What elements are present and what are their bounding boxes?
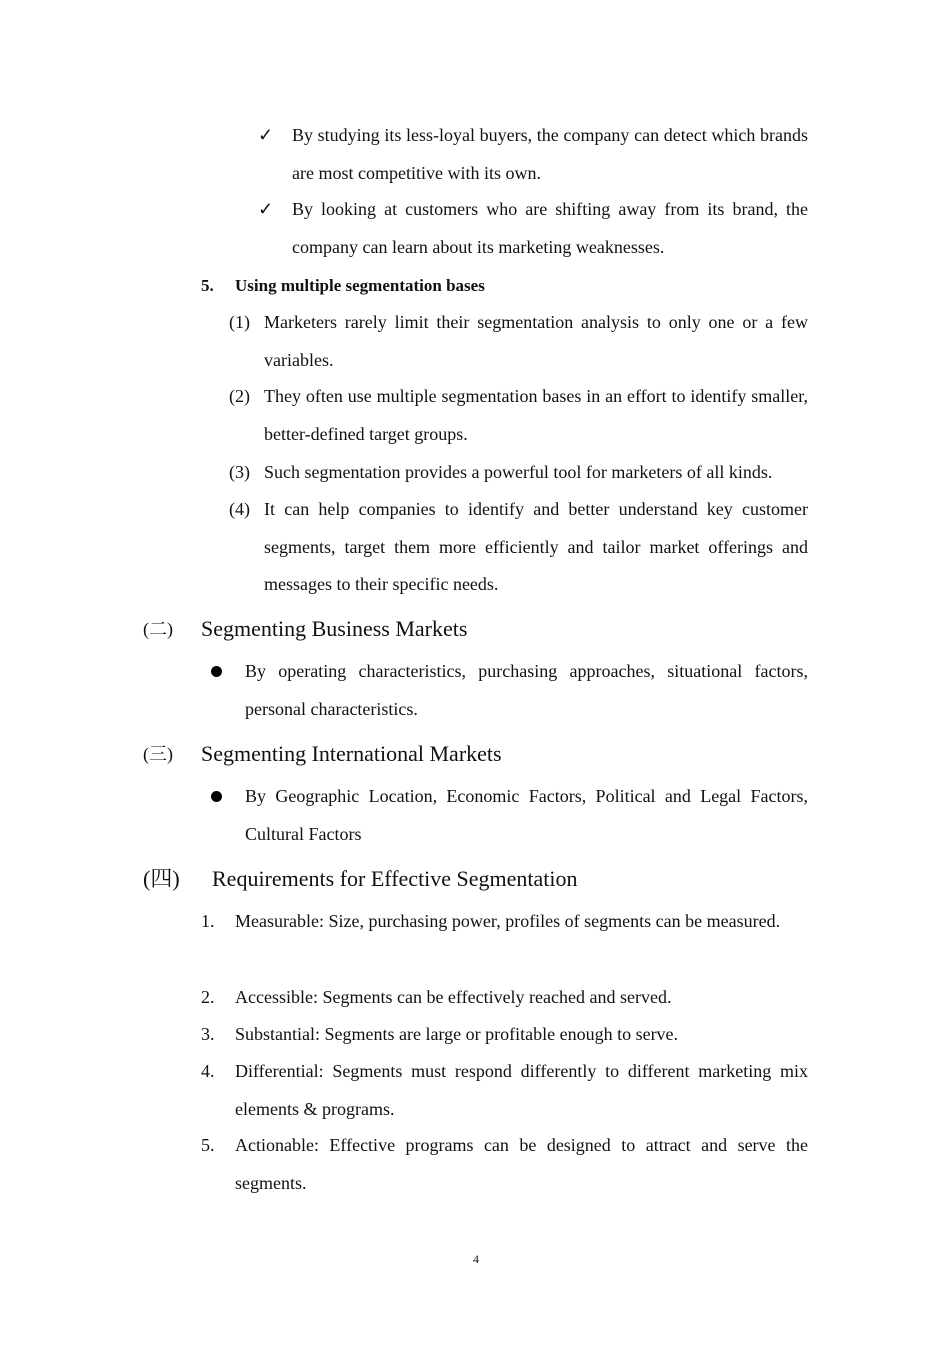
- list-item-number: (2): [229, 386, 250, 406]
- section-title: Requirements for Effective Segmentation: [212, 866, 578, 891]
- section-number: (四): [143, 866, 180, 891]
- section-title: Segmenting Business Markets: [201, 616, 468, 641]
- list-item-number: 2.: [201, 987, 215, 1007]
- list-item-text: Accessible: Segments can be effectively reached and served.: [235, 987, 672, 1007]
- list-item-number: (3): [229, 462, 250, 482]
- list-item-number: 4.: [201, 1061, 215, 1081]
- list-item-text: Such segmentation provides a powerful tool for marketers of all kinds.: [264, 462, 773, 482]
- list-item-text: They often use multiple segmentation bases in an effort to identify smaller, better-defined target groups.: [264, 386, 808, 444]
- bullet-icon: [211, 666, 222, 677]
- list-item-text: It can help companies to identify and better understand key customer segments, target them more efficiently and tailor market offerings and messages to their specific needs.: [264, 499, 808, 594]
- check-item-text: By looking at customers who are shifting away from its brand, the company can learn about its marketing weaknesses.: [292, 199, 808, 257]
- list-item-text: Substantial: Segments are large or profitable enough to serve.: [235, 1024, 679, 1044]
- list-item-text: Measurable: Size, purchasing power, profiles of segments can be measured.: [235, 911, 781, 931]
- checkmark-icon: ✓: [258, 199, 274, 219]
- list-item-number: 5.: [201, 1135, 215, 1155]
- bullet-text: By operating characteristics, purchasing approaches, situational factors, personal characteristics.: [245, 661, 808, 719]
- section-number: (三): [143, 744, 173, 764]
- section-number: (二): [143, 619, 173, 639]
- list-item-number: 1.: [201, 911, 215, 931]
- subsection-number: 5.: [201, 276, 214, 295]
- check-item-text: By studying its less-loyal buyers, the company can detect which brands are most competitive with its own.: [292, 125, 808, 183]
- list-item-number: (1): [229, 312, 250, 332]
- page-number: 4: [473, 1252, 479, 1266]
- list-item-number: 3.: [201, 1024, 215, 1044]
- list-item-number: (4): [229, 499, 250, 519]
- list-item-text: Differential: Segments must respond differently to different marketing mix elements & programs.: [235, 1061, 808, 1119]
- bullet-text: By Geographic Location, Economic Factors, Political and Legal Factors, Cultural Factors: [245, 786, 808, 844]
- list-item-text: Marketers rarely limit their segmentation analysis to only one or a few variables.: [264, 312, 808, 370]
- subsection-title: Using multiple segmentation bases: [235, 276, 485, 295]
- list-item-text: Actionable: Effective programs can be designed to attract and serve the segments.: [235, 1135, 808, 1193]
- bullet-icon: [211, 791, 222, 802]
- checkmark-icon: ✓: [258, 125, 274, 145]
- section-title: Segmenting International Markets: [201, 741, 502, 766]
